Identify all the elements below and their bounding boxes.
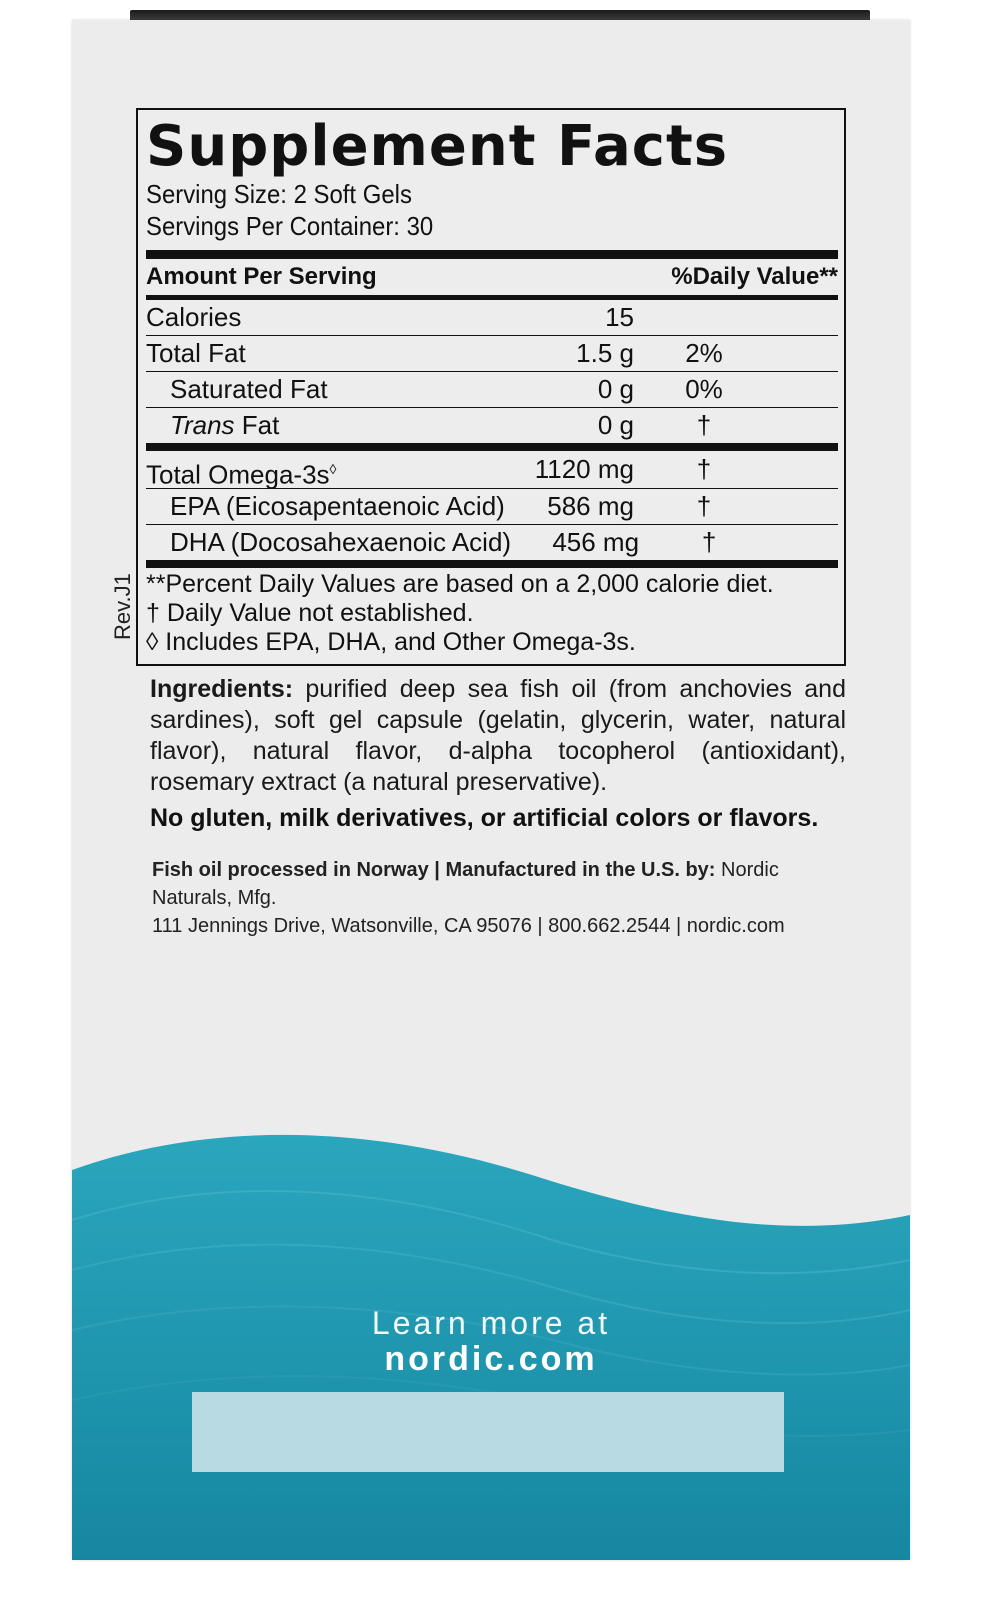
nutrient-name: EPA (Eicosapentaenoic Acid) [170,491,505,521]
omega3-label: Total Omega-3s [146,459,330,490]
nutrient-name [146,408,506,443]
manufacturer-info [152,856,852,940]
ingredients-list: purified deep sea fish oil (from anchovies and sardines), soft gel capsule (gelatin, glycerin, water, natural flavor), natural flavor, d-alpha tocopherol (antioxidant), rosemary extract (a natural preservative). [150,675,846,796]
manufacturer-name: Nordic Naturals, Mfg. [152,859,779,909]
label-panel [72,20,910,1560]
serving-size: Serving Size: 2 Soft Gels [146,179,412,209]
nutrient-row-total-fat [146,336,838,372]
nutrient-amount: 0 g [597,410,634,440]
nutrient-amount: 456 mg [552,527,640,557]
nutrient-amount: 1120 mg [534,454,634,484]
header-row [146,259,838,295]
revision-code: Rev.J1 [110,573,135,640]
manufacturer-address: 111 Jennings Drive, Watsonville, CA 95076 | 800.662.2544 | nordic.com [152,915,785,937]
nutrient-dv: † [696,454,712,484]
nutrient-row-epa [146,489,838,525]
nutrient-row-dha [146,525,838,560]
thick-divider [146,560,838,568]
footnote-diamond: ◊ Includes EPA, DHA, and Other Omega-3s. [146,628,636,656]
daily-value-header: %Daily Value** [671,263,838,290]
nutrient-name: Total Fat [146,338,246,368]
learn-more-text: Learn more at [371,1305,611,1341]
nutrient-dv: 2% [685,338,723,368]
nutrient-row-calories [146,300,838,336]
ingredients-label: Ingredients: [150,675,294,703]
nutrient-dv [634,300,774,335]
nutrient-name: Saturated Fat [170,374,328,404]
nutrient-dv: 0% [685,374,723,404]
manufacturer-bold: Fish oil processed in Norway | Manufactured in the U.S. by: [152,859,716,881]
nutrient-name: DHA (Docosahexaenoic Acid) [170,527,512,557]
barcode-area [192,1392,784,1472]
nutrient-amount: 586 mg [547,491,634,521]
nutrient-row-saturated-fat [146,372,838,408]
servings-per-container: Servings Per Container: 30 [146,211,434,241]
allergen-statement: No gluten, milk derivatives, or artificial colors or flavors. [150,804,819,832]
amount-per-serving-header: Amount Per Serving [146,263,377,290]
thick-divider [146,443,838,451]
ingredients-text [150,674,846,798]
nutrient-amount: 0 g [597,374,634,404]
nutrient-amount: 15 [605,302,634,332]
facts-title: Supplement Facts [146,114,729,179]
website-url: nordic.com [384,1340,598,1378]
thick-divider [146,250,838,259]
footnote-dagger: † Daily Value not established. [146,599,474,627]
nutrient-row-omega3 [146,451,838,489]
nutrient-row-trans-fat [146,408,838,443]
nutrient-name: Calories [146,302,242,332]
nutrient-dv: † [696,491,712,521]
trans-rest: Fat [234,410,280,440]
footnote-dv: **Percent Daily Values are based on a 2,000 calorie diet. [146,570,774,598]
nutrient-amount: 1.5 g [576,338,634,368]
supplement-facts-table [136,108,846,666]
nutrient-name [146,451,506,488]
manufacturer-line-1 [152,856,852,912]
omega3-sup: ◊ [329,461,337,477]
trans-italic: Trans [170,410,235,440]
nutrient-dv: † [701,527,717,557]
nutrient-dv: † [696,410,712,440]
